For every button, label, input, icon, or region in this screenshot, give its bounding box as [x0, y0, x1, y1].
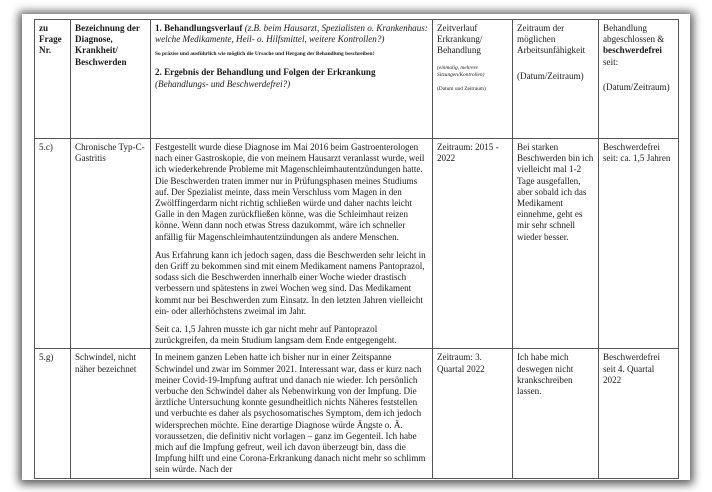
description-paragraph: Seit ca. 1,5 Jahren musste ich gar nicht mehr auf Pantoprazol zurückgreifen, da mein Studium langsam dem Ende entgegengeht.	[155, 324, 397, 346]
period-note: (einmalig, mehrere Sitzungen/Kontrollen)	[437, 64, 485, 78]
result-note: (Behandlungs- und Beschwerdefrei?)	[155, 78, 291, 89]
treatment-note: (z.B. beim Hausarzt, Spezialisten o. Krankenhaus: welche Medikamente, Heil- o. Hilfsmittel, weitere Kontrollen?)	[155, 23, 428, 45]
row-free-since: Beschwerdefrei seit 4. Quartal 2022	[599, 349, 679, 478]
table-row	[35, 349, 679, 478]
row-period: Zeitraum: 3. Quartal 2022	[433, 349, 513, 478]
result-title: 2. Ergebnis der Behandlung und Folgen der Erkrankung	[155, 67, 376, 78]
document-page	[22, 14, 690, 480]
table-header-row	[35, 20, 679, 139]
description-paragraph: Festgestellt wurde diese Diagnose im Mai 2016 beim Gastroenterologen nach einer Gastroskopie, die von meinem Hausarzt veranlasst wurde, weil ich wiederkehrende Probleme mit Magenschleimhautentzündungen hatte. Die Beschwerden traten immer nur in Prüfungsphasen meines Studiums auf. Der Spezialist meinte, dass mein Verschluss vom Magen in den Zwölffingerdarm nicht richtig schließen würde und daher nachts leicht Galle in den Magen zurückfließen könne, was die Schleimhaut reizen könne. Wenn dann noch etwas Stress dazukommt, wäre ich schneller anfällig für Magenschleimhautentzündungen als andere Menschen.	[155, 142, 425, 242]
header-period	[433, 20, 513, 139]
row-nr: 5.g)	[35, 349, 71, 478]
free-date: (Datum/Zeitraum)	[603, 81, 670, 92]
description-paragraph: Aus Erfahrung kann ich jedoch sagen, dass die Beschwerden sehr leicht in den Griff zu bekommen sind mit einem Medikament namens Pantoprazol, sodass sich die Beschwerden innerhalb einer Woche wieder drastisch verbessern und spätestens in zwei Wochen weg sind. Das Medikament kommt nur bei Beschwerden zum Einsatz. In den letzten Jahren vielleicht ein- oder allerhöchstens zweimal im Jahr.	[155, 249, 426, 316]
description-paragraph: In meinem ganzen Leben hatte ich bisher nur in einer Zeitspanne Schwindel und zwar im Sommer 2021. Interessant war, dass er kurz nach meiner Covid-19-Impfung auftrat und danach nie wieder. Ich persönlich verbuche den Schwindel daher als Nebenwirkung von der Impfung. Die ärztliche Untersuchung konnte gesundheitlich nichts Näheres feststellen und verbuchte es daher als psychosomatisches Symptom, dem ich jedoch widersprechen möchte. Eine derartige Diagnose würde Ängste o. Ä. voraussetzen, die definitiv nicht vorlagen – ganz im Gegenteil. Ich habe mich auf die Impfung gefreut, weil ich davon überzeugt bin, dass die Impfung hilft und eine Corona-Erkrankung danach nicht mehr so schlimm sein würde. Nach der	[155, 352, 426, 475]
row-description	[151, 349, 433, 478]
diagnosis-table	[34, 19, 679, 479]
header-free-since	[599, 20, 679, 139]
period-date: (Datum und Zeitraum)	[437, 85, 486, 92]
header-diagnosis: Bezeichnung der Diagnose, Krankheit/ Beschwerden	[71, 20, 151, 139]
header-incapacity	[513, 20, 599, 139]
header-question-nr: zu Frage Nr.	[35, 20, 71, 139]
period-label: Zeitverlauf Erkrankung/ Behandlung	[437, 23, 483, 56]
header-treatment	[151, 20, 433, 139]
treatment-instruction: So präzise und ausführlich wie möglich die Ursache und Hergang der Behandlung beschreiben!	[155, 51, 375, 58]
row-description	[151, 139, 433, 349]
table-row	[35, 139, 679, 349]
row-period: Zeitraum: 2015 - 2022	[433, 139, 513, 349]
row-diagnosis: Schwindel, nicht näher bezeichnet	[71, 349, 151, 478]
incapacity-date: (Datum/Zeitraum)	[517, 70, 584, 81]
free-label-pre: Behandlung abgeschlossen &	[603, 23, 665, 45]
free-label-bold: beschwerdefrei	[603, 45, 662, 56]
treatment-title: 1. Behandlungsverlauf	[155, 23, 243, 33]
row-incapacity: Ich habe mich deswegen nicht krankschreiben lassen.	[513, 349, 599, 478]
free-label-post: seit:	[603, 56, 619, 67]
incapacity-label: Zeitraum der möglichen Arbeitsunfähigkeit	[517, 23, 586, 56]
row-incapacity: Bei starken Beschwerden bin ich vielleicht mal 1-2 Tage ausgefallen, aber sobald ich das Medikament einnehme, geht es mir sehr schnell wieder besser.	[513, 139, 599, 349]
row-nr: 5.c)	[35, 139, 71, 349]
row-diagnosis: Chronische Typ-C-Gastritis	[71, 139, 151, 349]
row-free-since: Beschwerdefrei seit: ca. 1,5 Jahren	[599, 139, 679, 349]
